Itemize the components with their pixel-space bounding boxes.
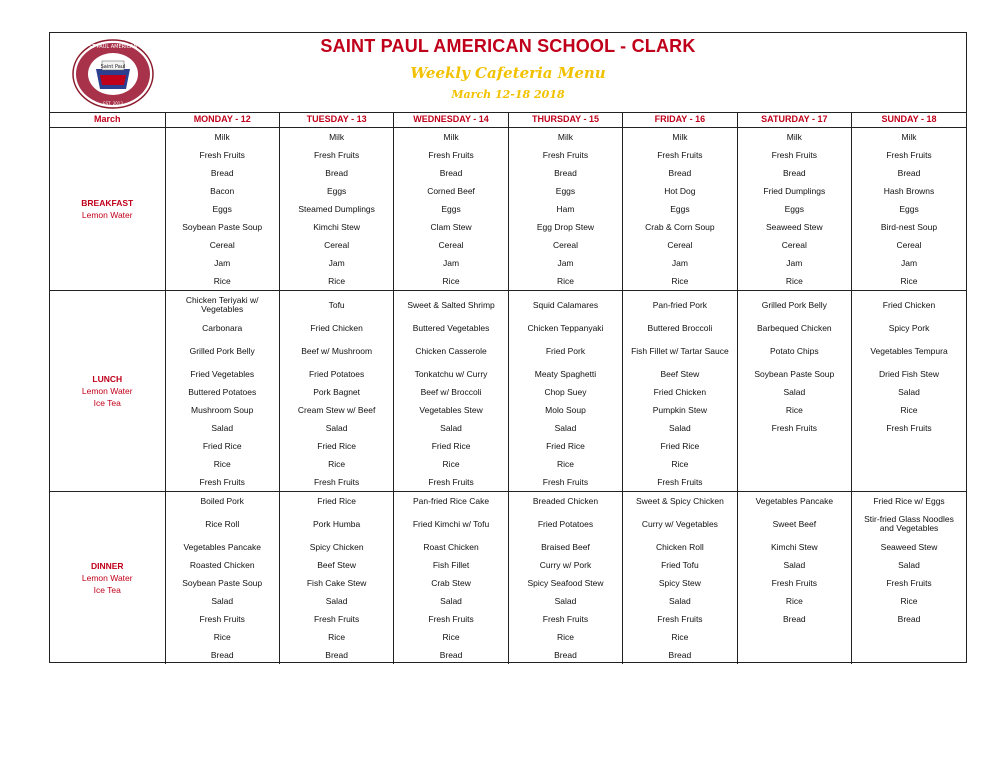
menu-item: Milk <box>901 131 917 142</box>
menu-date: March 12-18 2018 <box>451 88 565 101</box>
menu-item: Beef w/ Broccoli <box>420 386 482 397</box>
menu-item: Stir-fried Glass Noodles and Vegetables <box>864 514 954 533</box>
menu-item: Rice <box>785 404 803 415</box>
menu-item: Eggs <box>670 203 690 214</box>
menu-item: Milk <box>329 131 345 142</box>
menu-item: Curry w/ Vegetables <box>641 518 718 529</box>
menu-item: Soybean Paste Soup <box>182 577 263 588</box>
menu-item: Bird-nest Soup <box>880 221 938 232</box>
menu-item: Soybean Paste Soup <box>754 368 835 379</box>
menu-item: Eggs <box>784 203 804 214</box>
menu-item: Bacon <box>210 185 235 196</box>
menu-item: Kimchi Stew <box>770 541 818 552</box>
menu-item: Crab & Corn Soup <box>645 221 715 232</box>
day-cell <box>508 128 622 291</box>
day-header: SATURDAY - 17 <box>737 112 851 128</box>
menu-item: Rice <box>900 404 918 415</box>
menu-item: Cereal <box>781 239 807 250</box>
menu-item: Rice <box>328 631 346 642</box>
menu-item: Salad <box>554 422 577 433</box>
menu-item: Fresh Fruits <box>886 149 932 160</box>
menu-item: Chicken Casserole <box>415 345 487 356</box>
menu-item: Soybean Paste Soup <box>182 221 263 232</box>
menu-item: Rice <box>442 275 460 286</box>
menu-item: Rice <box>671 458 689 469</box>
menu-item: Bread <box>668 167 692 178</box>
menu-item: Tonkatchu w/ Curry <box>414 368 488 379</box>
meal-row-lunch <box>50 291 966 492</box>
meal-drink: Lemon Water <box>81 573 133 583</box>
menu-item: Milk <box>786 131 802 142</box>
menu-item: Vegetables Tempura <box>870 345 948 356</box>
svg-text:ST PAUL AMERICAN: ST PAUL AMERICAN <box>88 44 138 50</box>
menu-item: Rice <box>671 275 689 286</box>
day-cell <box>737 128 851 291</box>
menu-item: Chicken Teriyaki w/ Vegetables <box>185 295 259 314</box>
menu-item: Fresh Fruits <box>428 476 474 487</box>
menu-item: Bread <box>210 167 234 178</box>
menu-item <box>738 628 851 646</box>
svg-text:EST. 2013: EST. 2013 <box>103 101 123 106</box>
menu-item: Salad <box>783 386 806 397</box>
menu-item: Steamed Dumplings <box>298 203 375 214</box>
meal-label <box>50 128 165 291</box>
menu-item: Buttered Broccoli <box>647 322 713 333</box>
menu-item <box>738 473 851 491</box>
day-cell <box>508 291 622 492</box>
menu-item: Sweet & Spicy Chicken <box>635 495 724 506</box>
menu-item: Jam <box>557 257 574 268</box>
menu-item: Bread <box>897 613 921 624</box>
menu-item: Rice <box>900 275 918 286</box>
menu-item: Braised Beef <box>541 541 590 552</box>
menu-item: Egg Drop Stew <box>536 221 595 232</box>
menu-item: Potato Chips <box>769 345 819 356</box>
menu-item: Eggs <box>326 185 347 196</box>
meal-label <box>50 291 165 492</box>
menu-item: Cream Stew w/ Beef <box>297 404 376 415</box>
menu-item: Pan-fried Rice Cake <box>413 495 490 506</box>
meal-drink: Lemon Water <box>81 210 133 220</box>
menu-item: Salad <box>211 422 234 433</box>
menu-item: Fried Rice <box>546 440 585 451</box>
menu-item: Jam <box>786 257 803 268</box>
day-cell <box>279 492 393 665</box>
day-cell <box>165 291 279 492</box>
day-cell <box>737 492 851 665</box>
menu-item: Fresh Fruits <box>771 577 817 588</box>
menu-item: Jam <box>214 257 231 268</box>
menu-item <box>852 628 966 646</box>
menu-item: Sweet & Salted Shrimp <box>407 299 495 310</box>
meal-name: DINNER <box>90 561 124 571</box>
menu-table <box>50 112 966 664</box>
menu-item: Fried Pork <box>545 345 586 356</box>
menu-item <box>852 455 966 473</box>
menu-item: Fried Rice <box>317 495 356 506</box>
meal-label <box>50 492 165 665</box>
menu-item: Milk <box>443 131 459 142</box>
menu-item: Corned Beef <box>427 185 475 196</box>
menu-item: Cereal <box>438 239 464 250</box>
meal-name: LUNCH <box>92 374 123 384</box>
menu-item: Vegetables Pancake <box>755 495 834 506</box>
menu-item: Clam Stew <box>430 221 472 232</box>
menu-item: Rice <box>900 595 918 606</box>
menu-item: Fresh Fruits <box>199 476 245 487</box>
meal-drink: Ice Tea <box>93 398 121 408</box>
menu-item: Fried Chicken <box>882 299 936 310</box>
menu-item: Seaweed Stew <box>765 221 823 232</box>
day-header: THURSDAY - 15 <box>508 112 622 128</box>
menu-item: Grilled Pork Belly <box>761 299 827 310</box>
menu-item: Spicy Seafood Stew <box>527 577 604 588</box>
menu-item: Chicken Roll <box>656 541 704 552</box>
menu-header <box>50 33 966 113</box>
menu-item: Bread <box>668 649 692 660</box>
day-header: MONDAY - 12 <box>165 112 279 128</box>
menu-item: Salad <box>669 422 691 433</box>
menu-item: Bread <box>210 649 234 660</box>
menu-item: Fresh Fruits <box>657 149 703 160</box>
menu-item: Eggs <box>212 203 232 214</box>
menu-item: Jam <box>443 257 460 268</box>
menu-item: Seaweed Stew <box>880 541 938 552</box>
menu-item: Beef Stew <box>317 559 356 570</box>
menu-item: Fresh Fruits <box>771 149 817 160</box>
day-header-row <box>50 112 966 128</box>
menu-item: Bread <box>439 649 463 660</box>
menu-item: Fried Kimchi w/ Tofu <box>412 518 490 529</box>
day-cell <box>165 128 279 291</box>
menu-item: Rice <box>671 631 689 642</box>
menu-item: Bread <box>782 167 806 178</box>
menu-item: Tofu <box>328 299 345 310</box>
day-cell <box>394 128 508 291</box>
svg-text:Saint Paul: Saint Paul <box>100 64 126 70</box>
menu-item: Rice <box>328 275 346 286</box>
menu-item: Molo Soup <box>545 404 586 415</box>
menu-item: Bread <box>554 649 577 660</box>
menu-item: Fried Rice w/ Eggs <box>873 495 945 506</box>
menu-item: Bread <box>325 167 348 178</box>
menu-item: Rice <box>785 275 803 286</box>
menu-item: Milk <box>214 131 230 142</box>
menu-item: Pork Bagnet <box>313 386 361 397</box>
menu-item <box>738 646 851 664</box>
menu-item: Pumpkin Stew <box>652 404 708 415</box>
day-cell <box>852 128 966 291</box>
menu-item: Spicy Stew <box>658 577 701 588</box>
menu-item: Fish Cake Stew <box>306 577 367 588</box>
menu-item: Hash Browns <box>883 185 935 196</box>
menu-item: Fish Fillet <box>432 559 470 570</box>
day-cell <box>852 492 966 665</box>
menu-item: Salad <box>554 595 577 606</box>
menu-item: Cereal <box>324 239 350 250</box>
menu-item: Rice <box>556 631 574 642</box>
menu-item: Vegetables Stew <box>419 404 483 415</box>
day-header: FRIDAY - 16 <box>623 112 737 128</box>
meal-row-breakfast <box>50 128 966 291</box>
menu-item: Vegetables Pancake <box>183 541 261 552</box>
menu-item: Fried Potatoes <box>537 518 594 529</box>
menu-item <box>738 437 851 455</box>
menu-item: Beef Stew <box>660 368 700 379</box>
menu-item: Rice <box>213 275 231 286</box>
menu-item: Fresh Fruits <box>886 577 932 588</box>
menu-item: Buttered Vegetables <box>412 322 490 333</box>
menu-item: Ham <box>556 203 575 214</box>
menu-item: Spicy Chicken <box>309 541 364 552</box>
menu-item: Meaty Spaghetti <box>534 368 597 379</box>
menu-item: Fresh Fruits <box>313 476 360 487</box>
month-header: March <box>50 112 165 128</box>
menu-item: Fresh Fruits <box>657 613 703 624</box>
menu-item: Eggs <box>899 203 919 214</box>
menu-item: Eggs <box>441 203 461 214</box>
menu-item: Cereal <box>552 239 578 250</box>
menu-item: Fresh Fruits <box>199 149 245 160</box>
menu-item: Fried Vegetables <box>190 368 255 379</box>
menu-item: Boiled Pork <box>200 495 244 506</box>
day-header: WEDNESDAY - 14 <box>394 112 508 128</box>
menu-item: Fresh Fruits <box>428 149 474 160</box>
day-cell <box>623 128 737 291</box>
menu-item: Fried Rice <box>660 440 700 451</box>
menu-item: Pork Humba <box>313 518 361 529</box>
day-header: SUNDAY - 18 <box>852 112 966 128</box>
menu-item: Milk <box>672 131 688 142</box>
menu-item: Salad <box>440 595 462 606</box>
menu-item: Roasted Chicken <box>189 559 255 570</box>
school-name: SAINT PAUL AMERICAN SCHOOL - CLARK <box>320 36 696 56</box>
menu-item: Mushroom Soup <box>191 404 254 415</box>
menu-item: Fried Rice <box>202 440 242 451</box>
menu-item: Jam <box>900 257 918 268</box>
menu-item: Fresh Fruits <box>542 613 589 624</box>
menu-item <box>852 437 966 455</box>
menu-item: Eggs <box>555 185 576 196</box>
day-cell <box>508 492 622 665</box>
meal-drink: Ice Tea <box>93 585 121 595</box>
menu-item: Rice <box>213 631 231 642</box>
menu-title: Weekly Cafeteria Menu <box>410 64 606 82</box>
menu-item: Salad <box>898 386 920 397</box>
menu-item: Fried Rice <box>431 440 471 451</box>
meal-name: BREAKFAST <box>81 198 134 208</box>
menu-item: Cereal <box>667 239 693 250</box>
menu-item: Rice <box>556 458 574 469</box>
menu-item: Fresh Fruits <box>886 422 932 433</box>
day-cell <box>279 128 393 291</box>
menu-item: Crab Stew <box>431 577 471 588</box>
menu-item: Jam <box>328 257 345 268</box>
day-cell <box>279 291 393 492</box>
menu-item: Cereal <box>209 239 235 250</box>
menu-item: Bread <box>439 167 463 178</box>
menu-item: Chop Suey <box>544 386 587 397</box>
menu-item: Salad <box>783 559 806 570</box>
menu-item: Rice <box>785 595 803 606</box>
menu-item: Fresh Fruits <box>542 149 589 160</box>
menu-item: Salad <box>325 595 348 606</box>
menu-item: Fresh Fruits <box>771 422 817 433</box>
menu-item: Fresh Fruits <box>313 149 360 160</box>
day-cell <box>737 291 851 492</box>
menu-item: Curry w/ Pork <box>539 559 592 570</box>
menu-item: Barbequed Chicken <box>756 322 832 333</box>
menu-item: Bread <box>325 649 348 660</box>
day-cell <box>394 492 508 665</box>
menu-item: Rice <box>556 275 574 286</box>
menu-item <box>852 646 966 664</box>
day-header: TUESDAY - 13 <box>279 112 393 128</box>
menu-item: Fresh Fruits <box>542 476 589 487</box>
menu-item: Fried Rice <box>317 440 356 451</box>
menu-item: Fried Potatoes <box>308 368 365 379</box>
menu-item: Fresh Fruits <box>313 613 360 624</box>
menu-item: Cereal <box>896 239 922 250</box>
menu-item: Fried Chicken <box>653 386 707 397</box>
menu-item: Salad <box>211 595 234 606</box>
menu-item: Bread <box>554 167 577 178</box>
menu-item: Fresh Fruits <box>199 613 245 624</box>
menu-item: Bread <box>782 613 806 624</box>
menu-item: Roast Chicken <box>423 541 479 552</box>
menu-item: Beef w/ Mushroom <box>301 345 373 356</box>
day-cell <box>623 291 737 492</box>
menu-item: Fresh Fruits <box>657 476 703 487</box>
menu-sheet <box>49 32 967 663</box>
menu-item: Fried Dumplings <box>763 185 826 196</box>
menu-item: Milk <box>557 131 574 142</box>
menu-item: Salad <box>325 422 348 433</box>
menu-item: Kimchi Stew <box>313 221 361 232</box>
menu-item: Buttered Potatoes <box>188 386 257 397</box>
menu-item: Grilled Pork Belly <box>189 345 255 356</box>
menu-item: Jam <box>671 257 688 268</box>
menu-item: Fresh Fruits <box>428 613 474 624</box>
menu-item: Salad <box>898 559 920 570</box>
meal-row-dinner <box>50 492 966 665</box>
menu-item: Salad <box>669 595 691 606</box>
menu-item: Bread <box>897 167 921 178</box>
menu-item: Spicy Pork <box>888 322 930 333</box>
day-cell <box>623 492 737 665</box>
menu-item: Fried Tofu <box>661 559 699 570</box>
menu-item: Rice <box>213 458 231 469</box>
menu-item: Fish Fillet w/ Tartar Sauce <box>631 345 729 356</box>
menu-item: Rice <box>328 458 346 469</box>
menu-item: Fried Chicken <box>310 322 363 333</box>
menu-item: Sweet Beef <box>772 518 817 529</box>
menu-item: Rice <box>442 631 460 642</box>
menu-item: Rice Roll <box>205 518 240 529</box>
day-cell <box>394 291 508 492</box>
day-cell <box>165 492 279 665</box>
menu-item: Chicken Teppanyaki <box>527 322 604 333</box>
menu-item: Hot Dog <box>664 185 696 196</box>
meal-drink: Lemon Water <box>81 386 133 396</box>
menu-item: Carbonara <box>202 322 243 333</box>
menu-item: Rice <box>442 458 460 469</box>
menu-item <box>852 473 966 491</box>
menu-item: Dried Fish Stew <box>879 368 940 379</box>
menu-item: Breaded Chicken <box>532 495 599 506</box>
day-cell <box>852 291 966 492</box>
menu-item: Pan-fried Pork <box>652 299 708 310</box>
menu-item: Salad <box>440 422 462 433</box>
menu-item: Squid Calamares <box>532 299 599 310</box>
menu-item <box>738 455 851 473</box>
